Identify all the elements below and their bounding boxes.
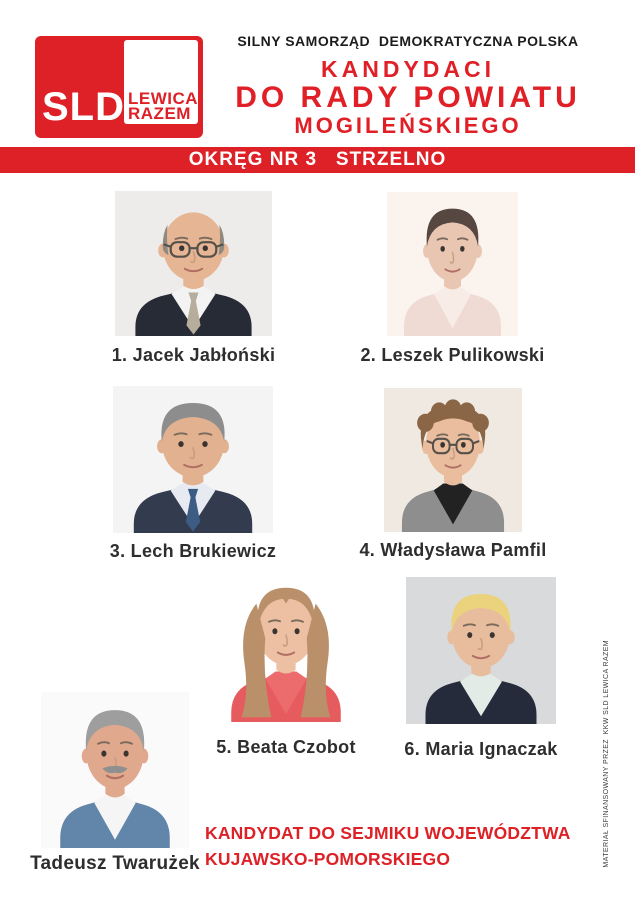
header — [233, 33, 583, 138]
candidate-tile-4 — [359, 388, 547, 560]
logo-razem-label: RAZEM — [128, 104, 191, 123]
candidate-name-1: 1. Jacek Jabłoński — [111, 345, 276, 365]
sejmik-note-line2: KUJAWSKO-POMORSKIEGO — [205, 849, 451, 869]
featured-candidate-tile — [30, 692, 200, 874]
featured-candidate-name: Tadeusz Twarużek — [30, 853, 200, 874]
page-title-line3: MOGILEŃSKIEGO — [294, 113, 522, 138]
district-banner — [0, 147, 635, 173]
candidate-name-2: 2. Leszek Pulikowski — [360, 345, 545, 365]
candidate-tile-6 — [404, 577, 558, 759]
candidate-photo-2 — [387, 192, 518, 336]
district-banner-text: OKRĘG NR 3 STRZELNO — [188, 149, 447, 170]
candidate-photo-6 — [406, 577, 556, 724]
sld-logo-lewica-razem — [128, 91, 198, 121]
financing-disclaimer: MATERIAŁ SFINANSOWANY PRZEZ KKW SLD LEWICA RAZEM — [603, 640, 610, 868]
candidate-photo-1 — [115, 191, 272, 336]
sld-logo — [35, 36, 203, 138]
candidate-name-4: 4. Władysława Pamfil — [359, 540, 547, 560]
sejmik-note-line1: KANDYDAT DO SEJMIKU WOJEWÓDZTWA — [205, 823, 571, 843]
sld-logo-white-panel — [124, 40, 198, 124]
candidate-name-6: 6. Maria Ignaczak — [404, 739, 558, 759]
candidate-photo-3 — [113, 386, 273, 533]
candidate-photo-4 — [384, 388, 522, 532]
header-slogan: SILNY SAMORZĄD DEMOKRATYCZNA POLSKA — [237, 33, 579, 49]
page-title-line1: KANDYDACI — [321, 56, 495, 82]
candidate-tile-3 — [109, 386, 277, 561]
candidate-tile-5 — [212, 572, 360, 757]
sld-logo-text: SLD — [42, 85, 125, 129]
page-title-line2: DO RADY POWIATU — [235, 81, 581, 114]
candidate-tile-2 — [360, 192, 545, 365]
candidate-photo-5 — [212, 572, 360, 722]
featured-candidate-photo — [41, 692, 189, 848]
candidate-tile-1 — [111, 191, 276, 365]
sejmik-note — [205, 820, 571, 872]
logo-lewica-label: LEWICA — [128, 89, 199, 108]
candidate-name-3: 3. Lech Brukiewicz — [109, 541, 277, 561]
candidate-name-5: 5. Beata Czobot — [216, 737, 356, 757]
